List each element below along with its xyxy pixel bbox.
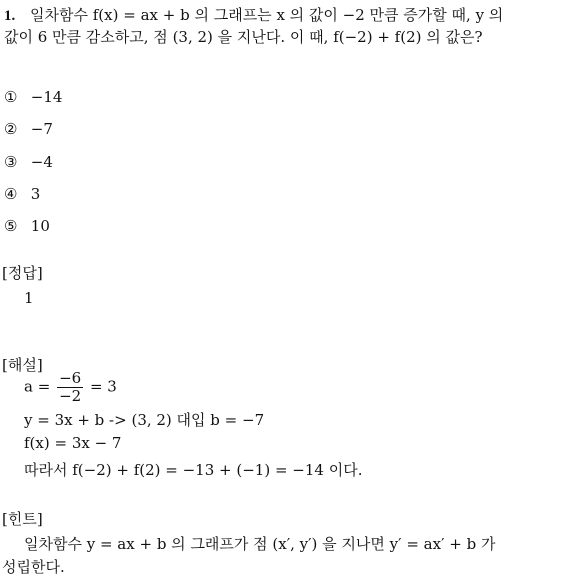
solution-label: [해설] (2, 356, 43, 374)
choice-value: 3 (30, 185, 41, 203)
solution-eq-prefix: a = (24, 377, 51, 396)
choice-3[interactable] (4, 153, 53, 171)
choice-mark: ② (4, 120, 18, 138)
question-number: 1. (4, 8, 16, 24)
choice-mark: ④ (4, 185, 18, 203)
choice-mark: ③ (4, 153, 18, 171)
answer-label: [정답] (2, 264, 43, 282)
choice-value: −4 (30, 153, 53, 171)
question-text-2: 값이 6 만큼 감소하고, 점 (3, 2) 을 지난다. 이 때, f(−2) + f(2) 의 값은? (4, 28, 483, 46)
solution-fraction (57, 370, 83, 405)
question-line-1 (4, 4, 503, 25)
hint-line-2: 성립한다. (2, 558, 65, 576)
fraction-numerator: −6 (59, 369, 82, 387)
choice-value: −14 (30, 88, 63, 106)
solution-line-4: 따라서 f(−2) + f(2) = −13 + (−1) = −14 이다. (24, 461, 363, 479)
hint-label: [힌트] (2, 510, 43, 528)
choice-mark: ① (4, 88, 18, 106)
choice-mark: ⑤ (4, 217, 18, 235)
solution-line-2: y = 3x + b -> (3, 2) 대입 b = −7 (24, 411, 265, 429)
choice-2[interactable] (4, 120, 53, 138)
answer-value: 1 (24, 289, 34, 307)
choice-value: −7 (30, 120, 53, 138)
choice-5[interactable] (4, 217, 50, 235)
choice-1[interactable] (4, 88, 62, 106)
choice-4[interactable] (4, 185, 40, 203)
solution-eq-suffix: = 3 (89, 377, 117, 396)
solution-line-1 (24, 370, 117, 405)
question-line-2 (4, 26, 483, 47)
fraction-denominator: −2 (59, 387, 82, 405)
choice-value: 10 (30, 217, 50, 235)
hint-line-1: 일차함수 y = ax + b 의 그래프가 점 (x′, y′) 을 지나면 y′ = ax′ + b 가 (24, 535, 496, 553)
question-text-1: 일차함수 f(x) = ax + b 의 그래프는 x 의 값이 −2 만큼 증가할 때, y 의 (30, 6, 504, 24)
solution-line-3: f(x) = 3x − 7 (24, 434, 122, 452)
